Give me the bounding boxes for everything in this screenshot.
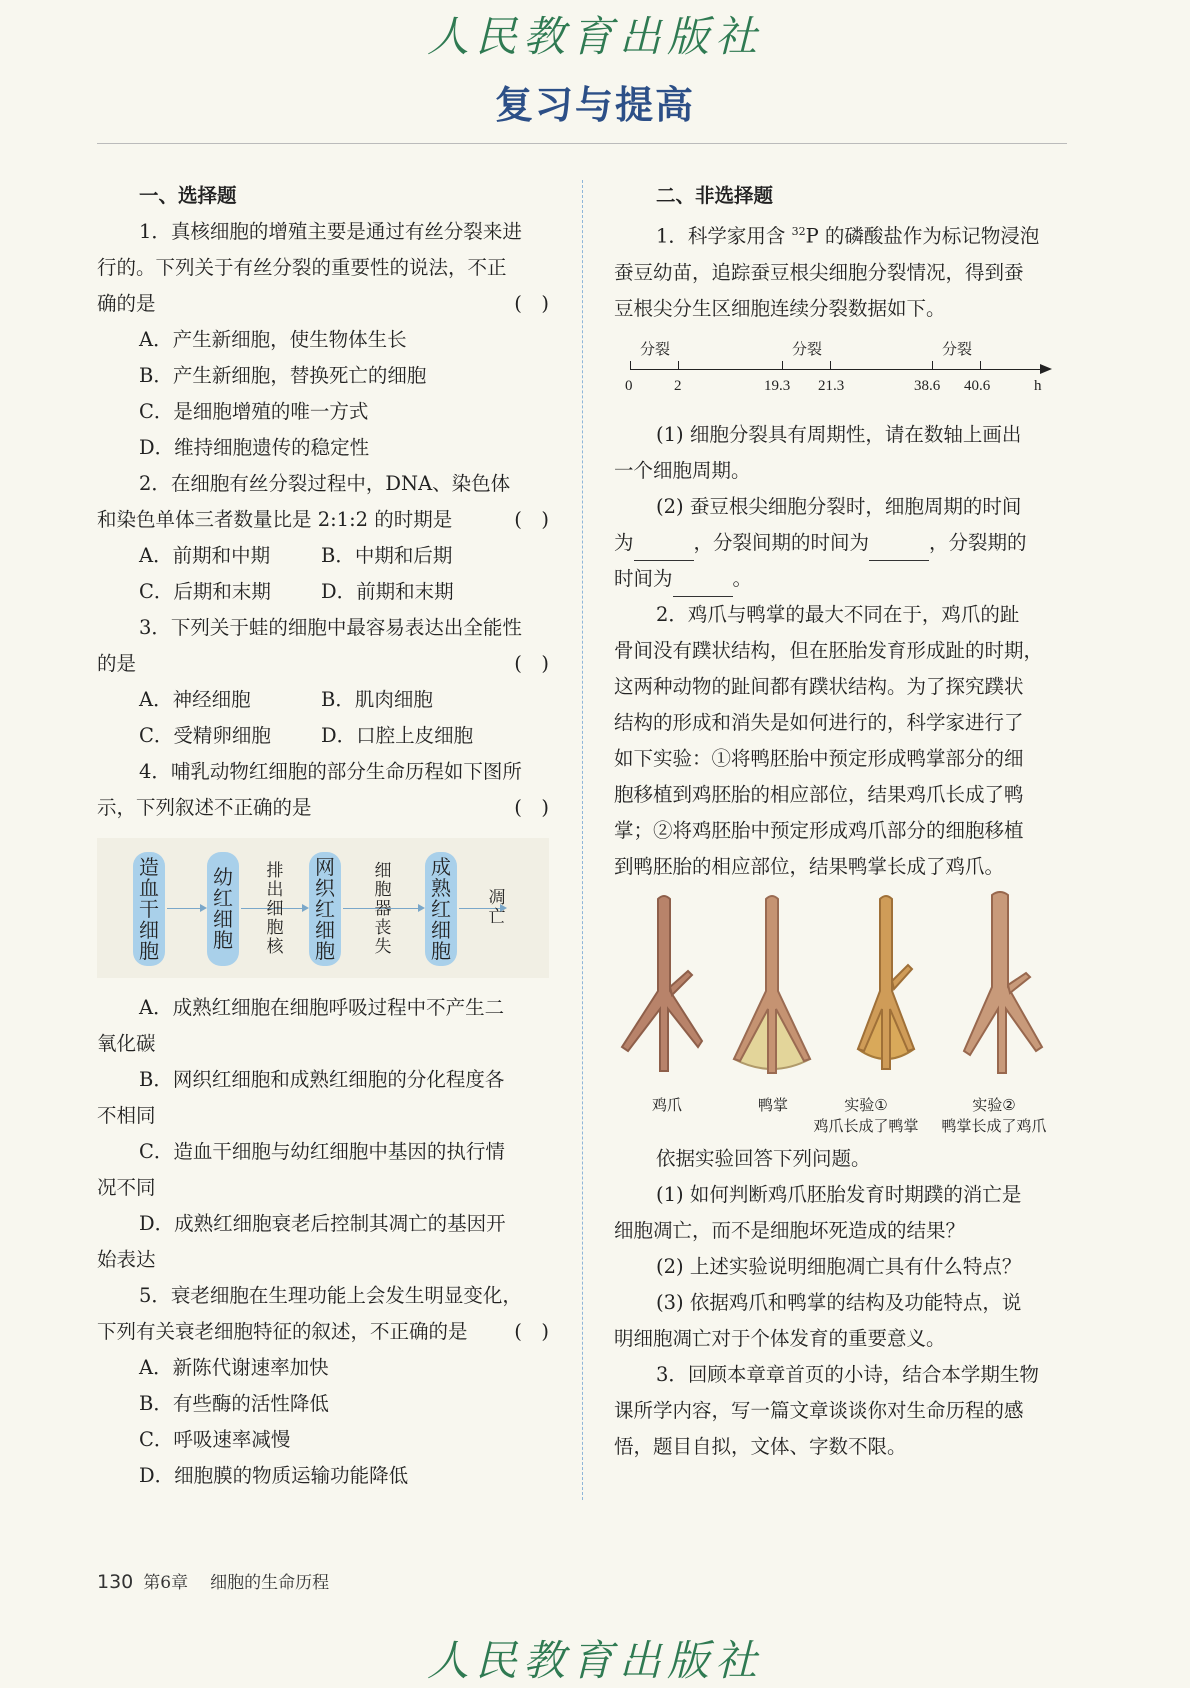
publisher-logo-bottom: 人民教育出版社: [426, 1636, 763, 1685]
chapter-title: 细胞的生命历程: [210, 1573, 330, 1593]
r-q1-part1: (1) 细胞分裂具有周期性，请在数轴上画出: [656, 422, 1022, 446]
q4-option-b-cont: 不相同: [97, 1104, 156, 1127]
r-q1-part1-cont: 一个细胞周期。: [614, 458, 751, 482]
r-q2-line: 掌；②将鸡胚胎中预定形成鸡爪部分的细胞移植: [614, 818, 1024, 842]
cell-division-time-axis: [614, 327, 1068, 417]
q4-option-d: D．成熟红细胞衰老后控制其凋亡的基因开: [139, 1212, 506, 1235]
r-q3-line: 课所学内容，写一篇文章谈谈你对生命历程的感: [614, 1398, 1024, 1422]
axis-tick: [980, 361, 981, 370]
q3-stem: 3．下列关于蛙的细胞中最容易表达出全能性: [139, 616, 522, 639]
q4-stem-line2: [97, 790, 549, 826]
q4-option-a-cont: 氧化碳: [97, 1032, 156, 1055]
answer-blank-cycle-time[interactable]: [634, 540, 694, 561]
r-q1-stem: [614, 214, 1068, 255]
red-cell-flow-diagram: [97, 838, 549, 978]
q2-stem-line2: [97, 502, 549, 538]
chapter-number: 第6章: [143, 1573, 189, 1593]
q4-answer-bracket: ( ): [514, 796, 549, 819]
r-q2-line: 到鸭胚胎的相应部位，结果鸭掌长成了鸡爪。: [614, 854, 1005, 878]
q1-option-c: C．是细胞增殖的唯一方式: [139, 400, 369, 423]
q2-stem: 2．在细胞有丝分裂过程中，DNA、染色体: [139, 472, 511, 495]
r-q3-stem: 3．回顾本章章首页的小诗，结合本学期生物: [656, 1362, 1039, 1386]
caption-experiment1: 实验①: [844, 1095, 888, 1114]
r-q2-stem: 2．鸡爪与鸭掌的最大不同在于，鸡爪的趾: [656, 602, 1020, 626]
q2-answer-bracket: ( ): [514, 508, 549, 531]
axis-tick: [630, 361, 631, 370]
q5-option-d: D．细胞膜的物质运输功能降低: [139, 1464, 409, 1487]
q2-option-d: D．前期和末期: [321, 580, 454, 603]
caption-experiment1-result: 鸡爪长成了鸭掌: [813, 1116, 919, 1135]
experiment1-foot-image: [836, 891, 936, 1091]
q2-options-row2: [97, 574, 549, 610]
q1-answer-bracket: ( ): [514, 292, 549, 315]
axis-tick: [830, 361, 831, 370]
q3-options-row2: [97, 718, 549, 754]
q5-stem: 5．衰老细胞在生理功能上会发生明显变化，: [139, 1284, 522, 1307]
r-q2-line: 胞移植到鸡胚胎的相应部位，结果鸡爪长成了鸭: [614, 782, 1024, 806]
axis-tick-label: 21.3: [818, 377, 845, 394]
axis-label-division-1: 分裂: [640, 341, 671, 358]
r-q2-line: 如下实验：①将鸭胚胎中预定形成鸭掌部分的细: [614, 746, 1024, 770]
r-q2-line: 这两种动物的趾间都有蹼状结构。为了探究蹼状: [614, 674, 1024, 698]
flow-stage-mature-red-cell: 成熟红细胞: [425, 852, 457, 966]
chicken-foot-image: [614, 891, 714, 1091]
flow-step-organelle-loss: 细胞器丧失: [374, 860, 392, 957]
q4-option-d-cont: 始表达: [97, 1248, 156, 1271]
axis-tick: [932, 361, 933, 370]
r-q1-stem-rest: P 的磷酸盐作为标记物浸泡: [805, 224, 1040, 248]
q2-option-c: C．后期和末期: [139, 580, 271, 603]
r-q3-line: 悟，题目自拟，文体、字数不限。: [614, 1434, 907, 1458]
r-q2-line: 骨间没有蹼状结构，但在胚胎发育形成趾的时期，: [614, 638, 1044, 662]
caption-experiment2: 实验②: [972, 1095, 1016, 1114]
axis-tick-label: 40.6: [964, 377, 991, 394]
r-q1-part2-text-d: 时间为: [614, 566, 673, 590]
q3-option-a: A．神经细胞: [139, 688, 251, 711]
flow-stage-erythroblast: 幼红细胞: [207, 852, 239, 966]
r-q2-part3: (3) 依据鸡爪和鸭掌的结构及功能特点，说: [656, 1290, 1022, 1314]
q4-option-a: A．成熟红细胞在细胞呼吸过程中不产生二: [139, 996, 505, 1019]
r-q2-prompt: 依据实验回答下列问题。: [656, 1146, 871, 1170]
q5-option-a: A．新陈代谢速率加快: [139, 1356, 329, 1379]
caption-duck-foot: 鸭掌: [757, 1095, 788, 1114]
flow-step-enucleation: 排出细胞核: [266, 860, 284, 957]
section-heading-nonchoice: 二、非选择题: [656, 184, 774, 207]
q5-answer-bracket: ( ): [514, 1320, 549, 1343]
right-column: [614, 178, 1068, 1465]
axis-tick-label: 2: [674, 377, 682, 394]
column-divider: [582, 180, 583, 1500]
q4-option-c: C．造血干细胞与幼红细胞中基因的执行情: [139, 1140, 505, 1163]
r-q2-part1: (1) 如何判断鸡爪胚胎发育时期蹼的消亡是: [656, 1182, 1022, 1206]
q1-stem-line3: [97, 286, 549, 322]
r-q2-line: 结构的形成和消失是如何进行的，科学家进行了: [614, 710, 1024, 734]
axis-unit-label: h: [1034, 377, 1042, 394]
q5-option-c: C．呼吸速率减慢: [139, 1428, 291, 1451]
axis-label-division-2: 分裂: [792, 341, 823, 358]
axis-tick-label: 0: [625, 377, 633, 394]
q1-option-d: D．维持细胞遗传的稳定性: [139, 436, 370, 459]
r-q1-part2-blanks: [614, 525, 1068, 561]
r-q2-part1-cont: 细胞凋亡，而不是细胞坏死造成的结果？: [614, 1218, 966, 1242]
duck-foot-image: [722, 891, 822, 1091]
title-rule: [97, 143, 1067, 144]
q1-option-a: A．产生新细胞，使生物体生长: [139, 328, 407, 351]
page-number: 130: [97, 1571, 134, 1593]
foot-comparison-figure: [614, 891, 1068, 1141]
q3-answer-bracket: ( ): [514, 652, 549, 675]
q2-stem-end: 和染色单体三者数量比是 2:1:2 的时期是: [97, 508, 453, 531]
q4-option-c-cont: 况不同: [97, 1176, 156, 1199]
q1-stem: 1．真核细胞的增殖主要是通过有丝分裂来进: [139, 220, 522, 243]
r-q2-part2: (2) 上述实验说明细胞凋亡具有什么特点？: [656, 1254, 1022, 1278]
q5-option-b: B．有些酶的活性降低: [139, 1392, 329, 1415]
q3-stem-end: 的是: [97, 652, 137, 675]
caption-chicken-foot: 鸡爪: [651, 1095, 682, 1114]
flow-end-apoptosis: 凋亡: [488, 888, 506, 927]
q3-option-d: D．口腔上皮细胞: [321, 724, 474, 747]
q1-stem-end: 确的是: [97, 292, 156, 315]
r-q1-part2-text-c: ，分裂期的: [929, 530, 1027, 554]
flow-arrow-1: [167, 908, 205, 909]
r-q2-part3-cont: 明细胞凋亡对于个体发育的重要意义。: [614, 1326, 946, 1350]
axis-tick-label: 19.3: [764, 377, 791, 394]
left-column: [97, 178, 549, 1494]
q2-options-row1: [97, 538, 549, 574]
page-title: 复习与提高: [494, 83, 695, 127]
isotope-superscript: 32: [791, 225, 806, 238]
axis-tick: [678, 361, 679, 370]
answer-blank-mitosis-time[interactable]: [673, 576, 733, 597]
q2-option-b: B．中期和后期: [321, 544, 453, 567]
r-q1-part2-text-e: 。: [732, 566, 753, 590]
q1-stem-line2: 行的。下列关于有丝分裂的重要性的说法，不正: [97, 256, 507, 279]
r-q1-part2-text-b: ，分裂间期的时间为: [693, 530, 870, 554]
axis-arrow-icon: [1040, 364, 1052, 374]
q1-option-b: B．产生新细胞，替换死亡的细胞: [139, 364, 427, 387]
q3-options-row1: [97, 682, 549, 718]
q4-option-b: B．网织红细胞和成熟红细胞的分化程度各: [139, 1068, 505, 1091]
axis-label-division-3: 分裂: [942, 341, 973, 358]
q3-stem-line2: [97, 646, 549, 682]
publisher-logo-top: 人民教育出版社: [426, 12, 763, 61]
r-q1-stem-line3: 豆根尖分生区细胞连续分裂数据如下。: [614, 296, 946, 320]
r-q1-part2-text-a: 为: [614, 530, 634, 554]
caption-experiment2-result: 鸭掌长成了鸡爪: [941, 1116, 1047, 1135]
r-q1-part2-end: [614, 561, 1068, 597]
q4-stem-end: 示，下列叙述不正确的是: [97, 796, 312, 819]
r-q1-stem-start: 1．科学家用含: [656, 224, 792, 248]
q3-option-b: B．肌肉细胞: [321, 688, 433, 711]
page-footer: [97, 1568, 329, 1593]
axis-tick: [782, 361, 783, 370]
axis-tick-label: 38.6: [914, 377, 941, 394]
r-q1-part2: (2) 蚕豆根尖细胞分裂时，细胞周期的时间: [656, 494, 1022, 518]
r-q1-stem-line2: 蚕豆幼苗，追踪蚕豆根尖细胞分裂情况，得到蚕: [614, 260, 1024, 284]
q5-stem-end: 下列有关衰老细胞特征的叙述，不正确的是: [97, 1320, 468, 1343]
experiment2-foot-image: [950, 891, 1050, 1091]
q3-option-c: C．受精卵细胞: [139, 724, 271, 747]
answer-blank-interphase-time[interactable]: [869, 540, 929, 561]
q2-option-a: A．前期和中期: [139, 544, 271, 567]
flow-stage-hematopoietic-stem-cell: 造血干细胞: [133, 852, 165, 966]
q5-stem-line2: [97, 1314, 549, 1350]
flow-stage-reticulocyte: 网织红细胞: [309, 852, 341, 966]
q4-stem: 4．哺乳动物红细胞的部分生命历程如下图所: [139, 760, 522, 783]
section-heading-choice: 一、选择题: [139, 184, 237, 207]
